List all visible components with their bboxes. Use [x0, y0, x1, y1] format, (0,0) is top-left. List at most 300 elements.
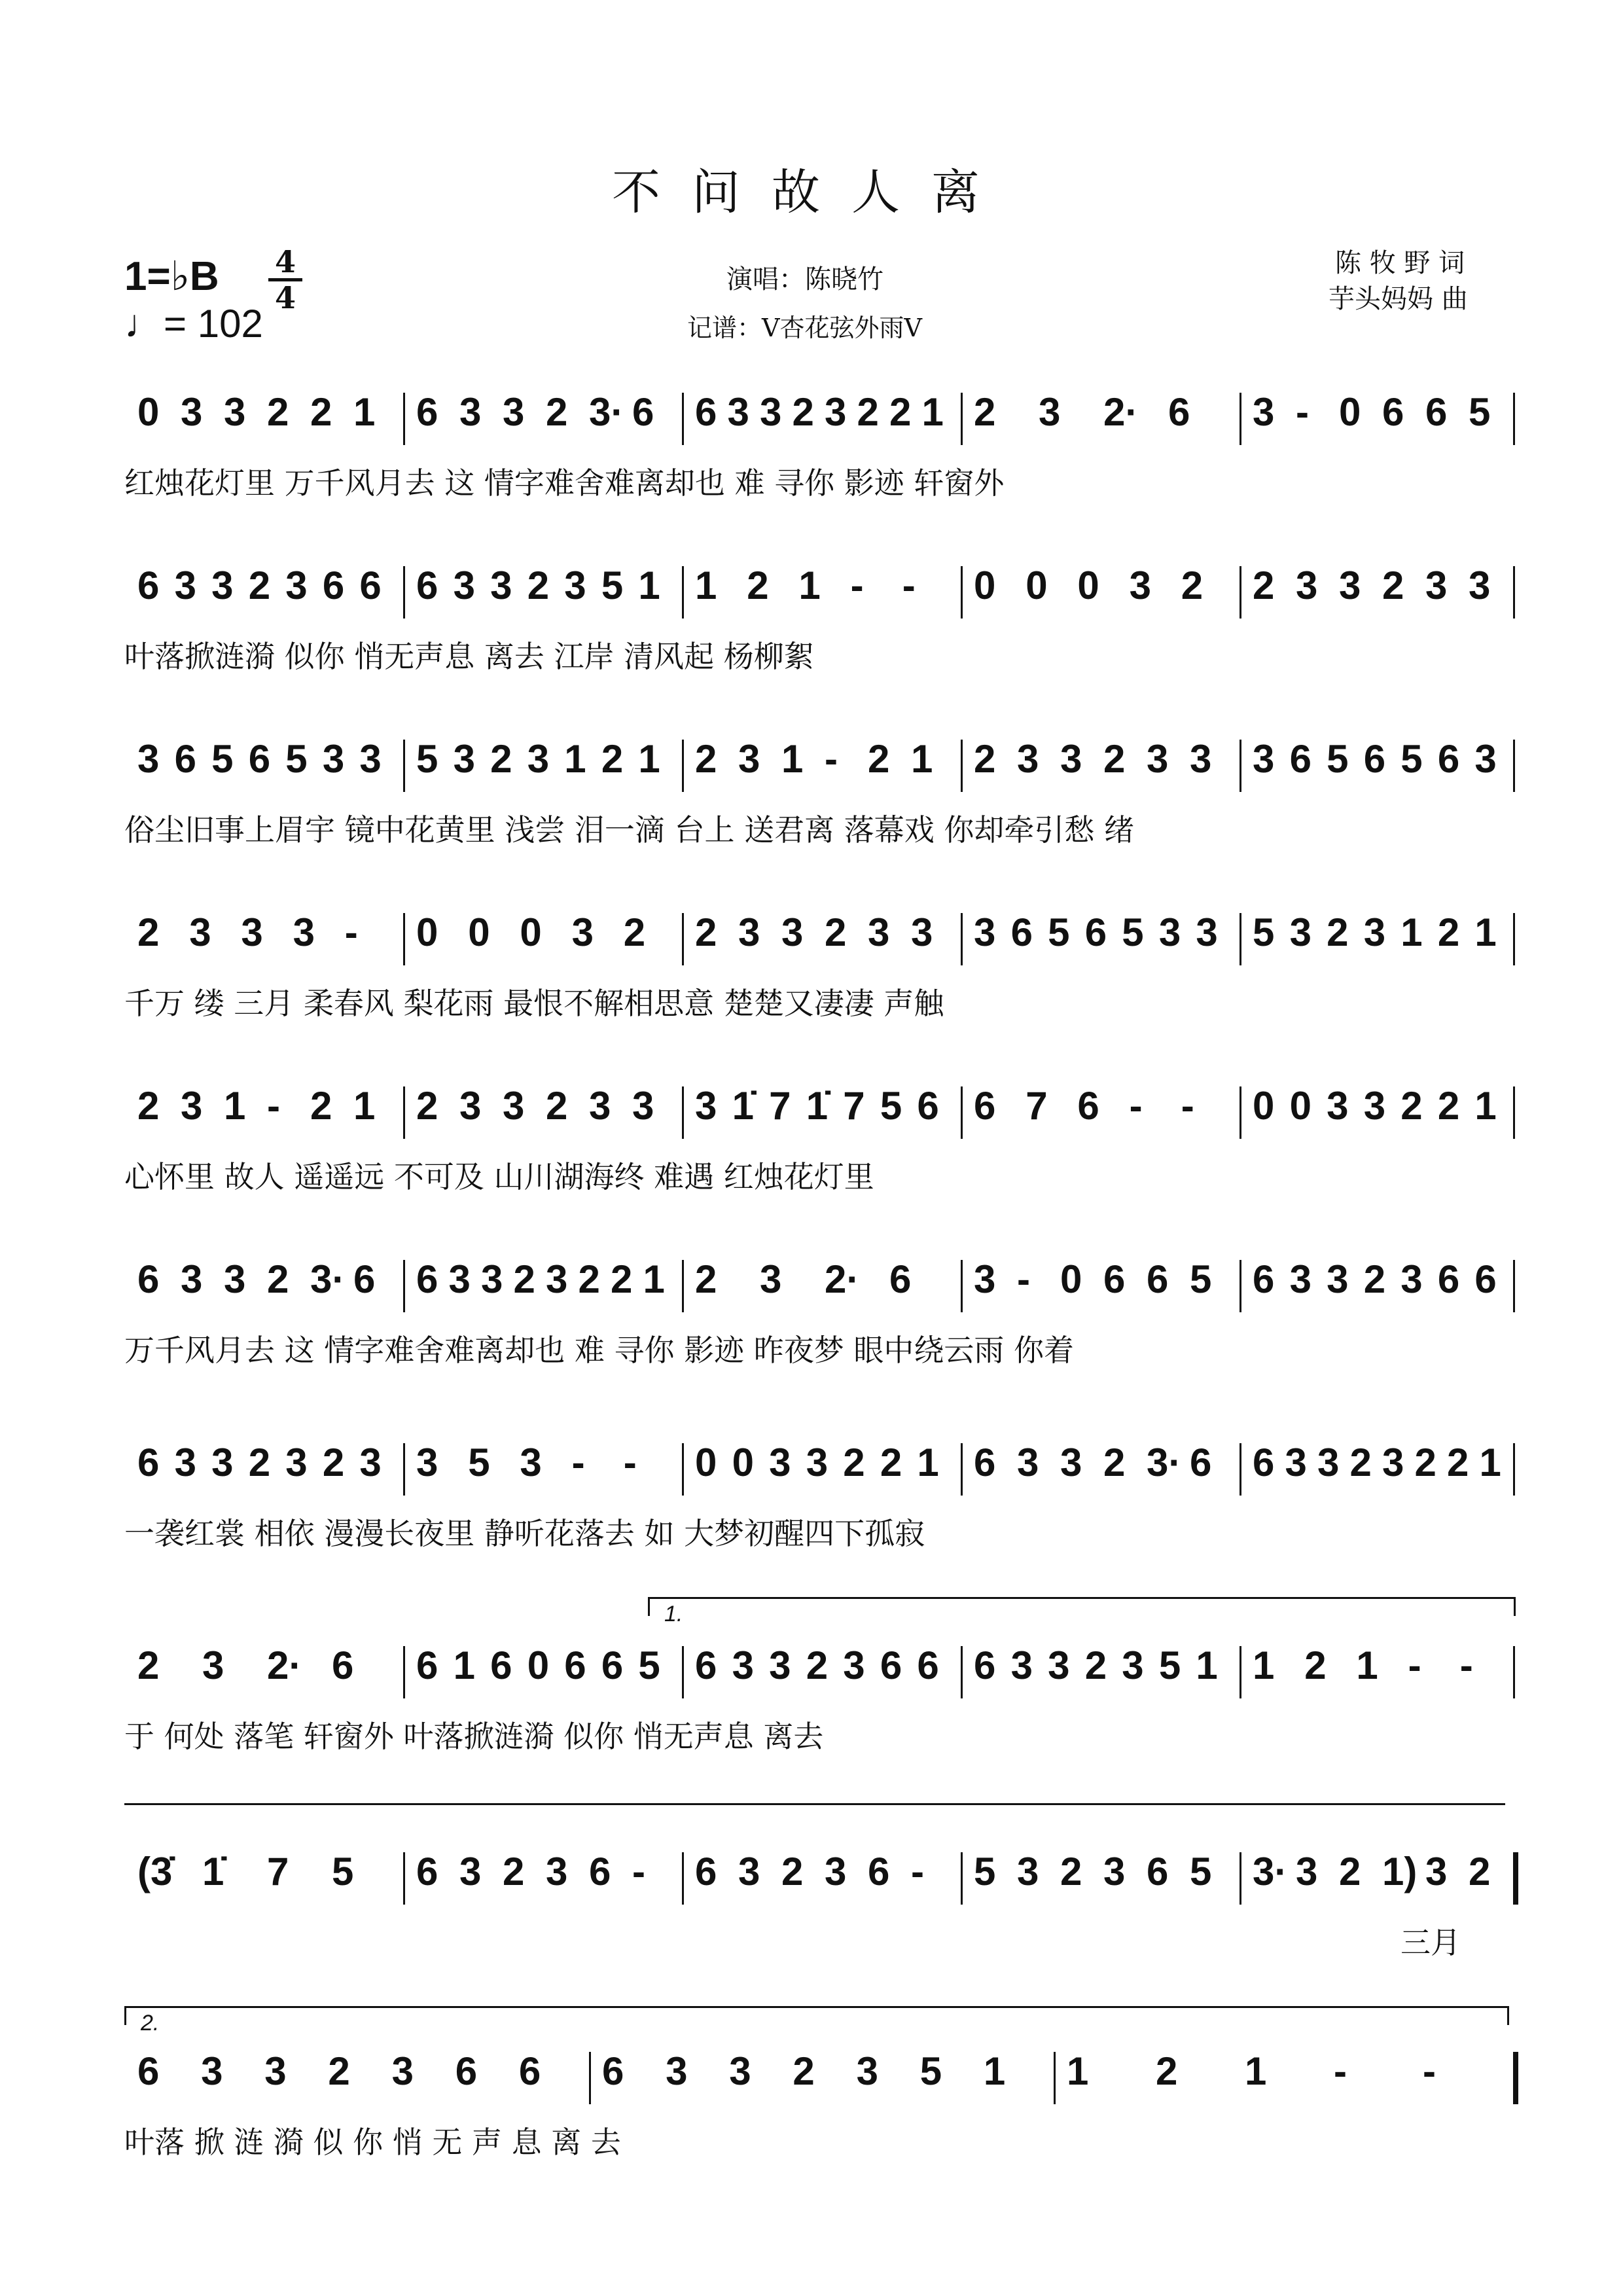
note-token: (3̇ [137, 1850, 173, 1893]
note-token: 0 [974, 564, 996, 607]
second-ending-label: 2. [141, 2011, 160, 2036]
note-token: 3 [459, 1850, 482, 1893]
note-token: 3 [174, 564, 196, 607]
note-token: 6 [1010, 910, 1033, 954]
note-token: 6 [889, 1257, 912, 1301]
note-token: 3 [459, 1084, 482, 1128]
note-token: 2 [1447, 1441, 1469, 1484]
ending-line [124, 1803, 1505, 1805]
note-token: 3 [1363, 1084, 1386, 1128]
note-token: 3 [911, 910, 933, 954]
note-token: 2· [267, 1643, 302, 1687]
lyrics-text: 红烛花灯里 万千风月去 这 情字难舍难离却也 难 寻你 影迹 轩窗外 [124, 465, 1005, 501]
note-token: 1 [1253, 1643, 1275, 1687]
note-token: 2 [1437, 910, 1460, 954]
note-token: 6 [322, 564, 345, 607]
bar-line [1240, 1086, 1241, 1139]
note-token: 3 [1339, 564, 1361, 607]
note-token: 6 [1474, 1257, 1497, 1301]
note-token: 1 [983, 2049, 1006, 2093]
note-token: 3 [1474, 737, 1497, 781]
note-token: 6 [564, 1643, 586, 1687]
note-token: 0 [520, 910, 542, 954]
bar-line [1513, 2052, 1518, 2104]
note-token: - [632, 1850, 645, 1893]
note-token: 3 [1039, 390, 1061, 434]
note-token: 3 [1122, 1643, 1144, 1687]
note-token: 1 [1245, 2049, 1267, 2093]
note-token: 3 [1285, 1441, 1307, 1484]
note-token: 3 [769, 1441, 791, 1484]
note-token: 7 [267, 1850, 289, 1893]
lyrics-text: 心怀里 故人 遥遥远 不可及 山川湖海终 难遇 红烛花灯里 [124, 1159, 874, 1194]
note-token: 2 [137, 910, 160, 954]
note-token: 2 [781, 1850, 804, 1893]
note-token: 3 [211, 564, 234, 607]
note-token: 5 [1190, 1850, 1212, 1893]
note-token: 3 [1253, 390, 1275, 434]
note-token: 5 [1400, 737, 1423, 781]
bar-line [682, 1086, 684, 1139]
note-token: 6 [632, 390, 654, 434]
note-token: 2 [513, 1257, 535, 1301]
bar-line [961, 1260, 963, 1312]
note-token: 6 [1168, 390, 1190, 434]
note-token: 3 [806, 1441, 829, 1484]
note-token: 2 [880, 1441, 902, 1484]
note-token: 6 [490, 1643, 512, 1687]
note-token: 1 [1479, 1441, 1501, 1484]
time-signature-bottom: 4 [268, 278, 302, 314]
note-token: 0 [1060, 1257, 1082, 1301]
lyrics-line [124, 1713, 1518, 1752]
note-token: 3 [174, 1441, 196, 1484]
note-token: - [571, 1441, 585, 1484]
bar-line [589, 2052, 591, 2104]
note-token: 6 [455, 2049, 478, 2093]
note-token: 2 [248, 564, 271, 607]
note-token: 2 [546, 390, 568, 434]
note-token: 1 [781, 737, 804, 781]
note-token: 6 [359, 564, 382, 607]
note-token: 3 [503, 390, 525, 434]
lyrics-line [1400, 1919, 1623, 1958]
note-token: 2 [328, 2049, 350, 2093]
note-token: 0 [468, 910, 490, 954]
note-token: 2 [1363, 1257, 1386, 1301]
note-token: 2 [1253, 564, 1275, 607]
note-token: 0 [1339, 390, 1361, 434]
note-token: 1̇ [202, 1850, 224, 1893]
note-token: 3 [359, 1441, 382, 1484]
lyrics-text: 俗尘旧事上眉宇 镜中花黄里 浅尝 泪一滴 台上 送君离 落幕戏 你却牵引愁 绪 [124, 812, 1134, 848]
note-token: 3 [738, 1850, 760, 1893]
transcriber-credit: 记谱：V杏花弦外雨V [687, 314, 922, 342]
note-token: 3 [666, 2049, 688, 2093]
bar-line [1513, 740, 1515, 792]
note-token: 5 [416, 737, 438, 781]
bar-line [403, 1260, 405, 1312]
note-token: 1 [353, 1084, 376, 1128]
note-token: 3 [769, 1643, 791, 1687]
note-token: 3 [359, 737, 382, 781]
note-token: 2 [974, 737, 996, 781]
note-token: 2 [1103, 737, 1126, 781]
note-token: 3 [1296, 1850, 1318, 1893]
note-token: 1 [353, 390, 376, 434]
note-token: 3 [571, 910, 594, 954]
note-token: 3 [974, 910, 996, 954]
note-token: 3 [453, 737, 475, 781]
note-token: 3 [1289, 910, 1311, 954]
note-token: 6 [137, 1257, 160, 1301]
note-token: 1 [911, 737, 933, 781]
note-token: 2 [248, 1441, 271, 1484]
note-token: 7 [843, 1084, 865, 1128]
lyrics-text: 三月 [1400, 1925, 1461, 1960]
bar-line [1513, 1086, 1515, 1139]
bar-line [403, 1443, 405, 1496]
note-token: 2 [546, 1084, 568, 1128]
lyricist-credit: 陈 牧 野 词 [1335, 248, 1465, 278]
note-token: 1 [1400, 910, 1423, 954]
bar-line [961, 1646, 963, 1698]
note-token: 2 [1084, 1643, 1107, 1687]
note-token: 3 [527, 737, 550, 781]
bar-line [403, 1852, 405, 1905]
note-token: 5 [1190, 1257, 1212, 1301]
note-token: 0 [695, 1441, 717, 1484]
note-token: 3 [1363, 910, 1386, 954]
note-token: 2 [868, 737, 890, 781]
note-token: 3 [825, 390, 847, 434]
note-token: 2 [1181, 564, 1204, 607]
note-token: 6 [137, 1441, 160, 1484]
note-token: 3 [974, 1257, 996, 1301]
note-token: 6 [416, 390, 438, 434]
bar-line [682, 1646, 684, 1698]
notation-line [124, 2045, 1518, 2104]
note-token: 6 [1084, 910, 1107, 954]
note-token: 6 [1253, 1257, 1275, 1301]
note-token: 2 [310, 390, 332, 434]
note-token: 3 [520, 1441, 542, 1484]
bar-line [682, 1443, 684, 1496]
note-token: 3 [285, 1441, 308, 1484]
note-token: 5 [1048, 910, 1070, 954]
note-token: 6 [1077, 1084, 1099, 1128]
note-token: 2 [1060, 1850, 1082, 1893]
note-token: 6 [137, 2049, 160, 2093]
note-token: 6 [416, 1257, 438, 1301]
note-token: 6 [1425, 390, 1448, 434]
note-token: 3 [546, 1257, 568, 1301]
note-token: 1 [564, 737, 586, 781]
note-token: 6 [868, 1850, 890, 1893]
note-token: 3 [1400, 1257, 1423, 1301]
note-token: 0 [527, 1643, 550, 1687]
note-token: 2 [1156, 2049, 1178, 2093]
note-token: 6 [1253, 1441, 1275, 1484]
note-token: 3 [695, 1084, 717, 1128]
note-token: 3 [1103, 1850, 1126, 1893]
note-token: 5 [1122, 910, 1144, 954]
note-token: 3 [241, 910, 263, 954]
note-token: 3 [1469, 564, 1491, 607]
note-token: 6 [416, 564, 438, 607]
bar-line [682, 913, 684, 965]
first-ending-label: 1. [664, 1602, 683, 1626]
bar-line [682, 393, 684, 445]
note-token: 5 [468, 1441, 490, 1484]
bar-line [682, 740, 684, 792]
note-token: 3 [1327, 1084, 1349, 1128]
note-token: 2 [1304, 1643, 1327, 1687]
note-token: 3 [448, 1257, 471, 1301]
note-token: 6 [137, 564, 160, 607]
note-token: 3 [729, 2049, 751, 2093]
note-token: 2 [1437, 1084, 1460, 1128]
second-ending-bracket [124, 2006, 1509, 2036]
bar-line [1513, 913, 1515, 965]
note-token: 5 [880, 1084, 902, 1128]
note-token: 3 [1382, 1441, 1404, 1484]
note-token: 2 [747, 564, 769, 607]
bar-line [1513, 393, 1515, 445]
note-token: 2· [1103, 390, 1139, 434]
note-token: 1̇ [732, 1084, 754, 1128]
note-token: 6 [1382, 390, 1404, 434]
note-token: 3 [868, 910, 890, 954]
note-token: 3· [1147, 1441, 1182, 1484]
note-token: 5 [285, 737, 308, 781]
note-token: 0 [1253, 1084, 1275, 1128]
note-token: - [344, 910, 358, 954]
note-token: 6 [601, 1643, 624, 1687]
notation-line [124, 1846, 1518, 1905]
note-token: 1) [1382, 1850, 1418, 1893]
bar-line [1240, 1646, 1241, 1698]
note-token: 3 [1129, 564, 1151, 607]
note-token: 2 [695, 737, 717, 781]
bar-line [1513, 1260, 1515, 1312]
note-token: 3 [1196, 910, 1218, 954]
composer-credit: 芋头妈妈 曲 [1329, 284, 1468, 314]
note-token: 5 [638, 1643, 660, 1687]
note-token: - [1017, 1257, 1030, 1301]
bar-line [403, 1086, 405, 1139]
note-token: 6 [174, 737, 196, 781]
note-token: 6 [1190, 1441, 1212, 1484]
note-token: 2 [695, 1257, 717, 1301]
note-token: 2 [578, 1257, 600, 1301]
note-token: - [825, 737, 838, 781]
bar-line [961, 1086, 963, 1139]
note-token: 1 [1356, 1643, 1378, 1687]
note-token: 2 [1349, 1441, 1372, 1484]
note-token: 6 [1363, 737, 1386, 781]
note-token: - [1408, 1643, 1421, 1687]
note-token: 5 [1158, 1643, 1181, 1687]
bar-line [1513, 566, 1515, 619]
notation-line [124, 1080, 1518, 1139]
bar-line [961, 740, 963, 792]
note-token: 1 [798, 564, 821, 607]
notation-line [124, 1437, 1518, 1496]
lyrics-line [124, 1153, 1518, 1193]
note-token: 6 [974, 1084, 996, 1128]
note-token: 6 [602, 2049, 624, 2093]
note-token: 2 [806, 1643, 829, 1687]
bar-line [1513, 1443, 1515, 1496]
note-token: 2 [503, 1850, 525, 1893]
note-token: 3 [589, 1084, 611, 1128]
note-token: 1 [453, 1643, 475, 1687]
note-token: 1 [1196, 1643, 1218, 1687]
bar-line [403, 566, 405, 619]
bar-line [403, 913, 405, 965]
note-token: - [902, 564, 916, 607]
note-token: 3 [181, 1084, 203, 1128]
tempo-marking: ♩= 102 [124, 302, 263, 346]
bar-line [1240, 1443, 1241, 1496]
note-token: 2 [1414, 1441, 1436, 1484]
note-token: 1 [643, 1257, 665, 1301]
note-token: 6 [1147, 1850, 1169, 1893]
note-token: 3 [224, 390, 246, 434]
lyrics-line [124, 2119, 1518, 2158]
note-token: 6 [1147, 1257, 1169, 1301]
note-token: 3 [856, 2049, 878, 2093]
bar-line [1054, 2052, 1056, 2104]
note-token: 3 [760, 390, 782, 434]
note-token: 5 [1327, 737, 1349, 781]
note-token: 2 [889, 390, 912, 434]
note-token: 3 [1425, 1850, 1448, 1893]
note-token: 6 [416, 1850, 438, 1893]
note-token: 3 [546, 1850, 568, 1893]
note-token: 5 [332, 1850, 354, 1893]
bar-line [1240, 1852, 1241, 1905]
note-token: 3 [459, 390, 482, 434]
lyrics-text: 叶落 掀 涟 漪 似 你 悄 无 声 息 离 去 [124, 2125, 621, 2160]
note-token: 3 [416, 1441, 438, 1484]
note-token: 3 [760, 1257, 782, 1301]
note-token: 3 [1017, 1441, 1039, 1484]
bar-line [1240, 393, 1241, 445]
note-token: 5 [974, 1850, 996, 1893]
note-token: - [623, 1441, 637, 1484]
note-token: 2 [974, 390, 996, 434]
note-token: - [1334, 2049, 1347, 2093]
bar-line [961, 913, 963, 965]
notation-line [124, 1253, 1518, 1312]
note-token: 6 [1103, 1257, 1126, 1301]
notation-line [124, 386, 1518, 445]
note-token: 0 [1077, 564, 1099, 607]
lyrics-text: 一袭红裳 相依 漫漫长夜里 静听花落去 如 大梦初醒四下孤寂 [124, 1516, 925, 1551]
note-token: 1 [695, 564, 717, 607]
note-token: - [1423, 2049, 1436, 2093]
note-token: 6 [518, 2049, 541, 2093]
note-token: 2 [137, 1084, 160, 1128]
lyrics-text: 千万 缕 三月 柔春风 梨花雨 最恨不解相思意 楚楚又凄凄 声触 [124, 986, 944, 1021]
note-token: - [1181, 1084, 1194, 1128]
note-token: 6 [695, 390, 717, 434]
note-token: 2 [416, 1084, 438, 1128]
note-token: 0 [137, 390, 160, 434]
note-token: 3 [632, 1084, 654, 1128]
note-token: 1 [1067, 2049, 1089, 2093]
note-token: 1 [921, 390, 944, 434]
time-signature [268, 245, 302, 314]
note-token: 0 [1289, 1084, 1311, 1128]
note-token: 2 [611, 1257, 633, 1301]
note-token: 2 [322, 1441, 345, 1484]
note-token: 3· [310, 1257, 346, 1301]
bar-line [682, 1852, 684, 1905]
note-token: 2 [527, 564, 550, 607]
page-title: 不问故人离 [612, 164, 1011, 221]
note-token: 5 [601, 564, 624, 607]
note-token: 6 [1437, 1257, 1460, 1301]
note-token: 3 [738, 910, 760, 954]
note-token: 2 [792, 390, 814, 434]
note-token: 2 [601, 737, 624, 781]
bar-line [1513, 1852, 1518, 1905]
bar-line [682, 1260, 684, 1312]
note-token: 2 [857, 390, 879, 434]
bar-line [1240, 740, 1241, 792]
note-token: 6 [974, 1441, 996, 1484]
note-token: 3 [137, 737, 160, 781]
notation-line [124, 560, 1518, 619]
note-token: 0 [416, 910, 438, 954]
note-token: 3 [453, 564, 475, 607]
notation-line [124, 1640, 1518, 1698]
note-token: 2· [825, 1257, 860, 1301]
note-token: 0 [1026, 564, 1048, 607]
note-token: 6 [695, 1643, 717, 1687]
note-token: 3 [732, 1643, 754, 1687]
note-token: 3 [825, 1850, 847, 1893]
bar-line [1240, 913, 1241, 965]
note-token: 6 [416, 1643, 438, 1687]
lyrics-text: 叶落掀涟漪 似你 悄无声息 离去 江岸 清风起 杨柳絮 [124, 639, 814, 674]
note-token: 3 [1289, 1257, 1311, 1301]
bar-line [961, 566, 963, 619]
note-token: 2 [843, 1441, 865, 1484]
note-token: 6 [917, 1643, 939, 1687]
note-token: 3 [1425, 564, 1448, 607]
lyrics-text: 万千风月去 这 情字难舍难离却也 难 寻你 影迹 昨夜梦 眼中绕云雨 你着 [124, 1333, 1074, 1368]
note-token: - [1459, 1643, 1473, 1687]
bar-line [961, 1852, 963, 1905]
note-token: 2 [1327, 910, 1349, 954]
key-signature: 1=♭B [124, 254, 219, 299]
note-token: 3 [481, 1257, 503, 1301]
note-token: 3 [490, 564, 512, 607]
note-token: 5 [1253, 910, 1275, 954]
note-token: 6 [353, 1257, 376, 1301]
bar-line [403, 393, 405, 445]
note-token: 2 [623, 910, 646, 954]
note-token: 3 [738, 737, 760, 781]
note-token: 2 [695, 910, 717, 954]
note-token: - [1296, 390, 1309, 434]
note-token: 3 [1327, 1257, 1349, 1301]
note-token: 3 [1158, 910, 1181, 954]
